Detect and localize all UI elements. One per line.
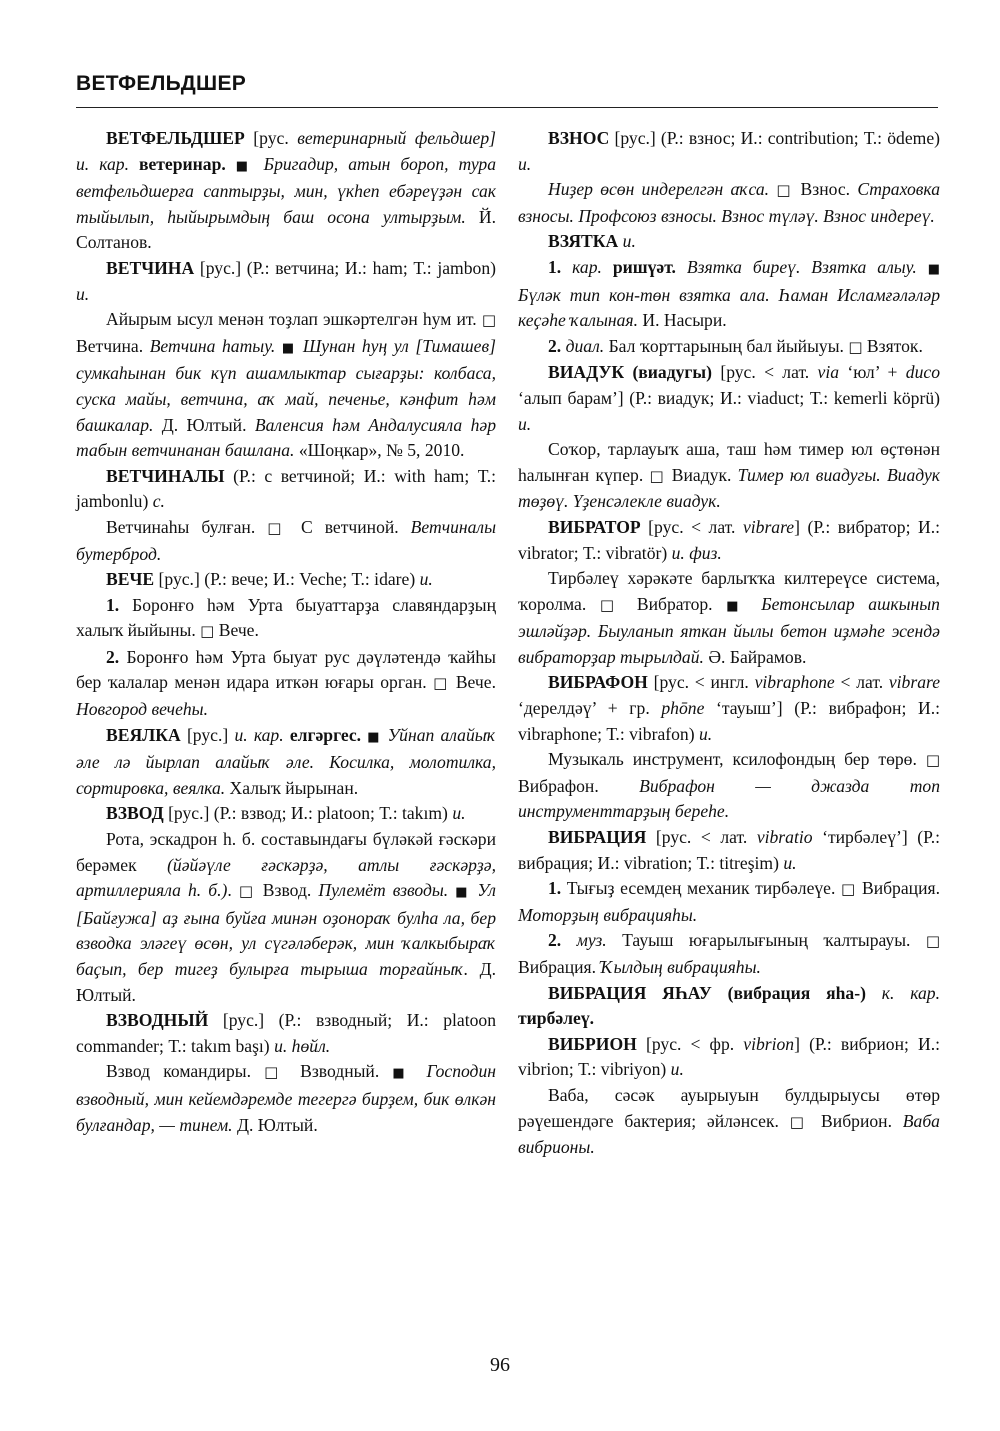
headword: ВЕТФЕЛЬДШЕР — [106, 128, 245, 148]
left-column — [76, 126, 496, 1138]
headword: ВЗЯТКА — [548, 231, 619, 252]
entry-veche: ВЕЧЕ [рус.] (Р.: вече; И.: Veche; Т.: idare) и. 1. Боронғо һәм Урта быуаттарҙа славяндарҙың халыҡ йыйыны. □ Вече. 2. Боронғо һәм Урта быуат рус дәүләтендә ҡайһы бер ҡалалар менән идара иткән юғары орган. □ Вече. Новгород вечеһы. — [76, 569, 496, 720]
headword: ВЕЧЕ — [106, 569, 155, 590]
square-icon: □ — [840, 880, 857, 899]
square-icon: □ — [848, 337, 863, 356]
entry-viaduk: ВИАДУК (виадугы) [рус. < лат. via ‘юл’ + duco ‘алып барам’] (Р.: виадук; И.: viaduct; Т.: kemerli köprü) и. Соҡор, тарлауыҡ аша, таш һәм тимер юл өҫтөнән һалынған күпер. □ Виадук. Тимер юл виадугы. Виадук төҙөү. Үҙенсәлекле виадук. — [518, 362, 940, 512]
black-square-icon: ■ — [455, 885, 471, 901]
entry-vibrafon: ВИБРАФОН [рус. < ингл. vibraphone < лат. vibrare ‘дерелдәү’ + гр. phōne ‘тауыш’] (Р.: вибрафон; И.: vibraphone; Т.: vibrafon) и. Музыкаль инструмент, ксилофондың бер төрө. □ Вибрафон. Вибрафон — джазда топ инструменттарҙың береһе. — [518, 672, 940, 822]
header-rule — [76, 107, 938, 108]
headword: ВИБРАЦИЯ — [548, 827, 647, 848]
entry-vzvodny: ВЗВОДНЫЙ [рус.] (Р.: взводный; И.: platoon commander; Т.: takım başı) и. һөйл. Взвод командиры. □ Взводный. ■ Господин взводный, мин кейемдәремде тегергә бирҙем, бик өлкән булғандар, — тинем. Д. Юлтый. — [76, 1010, 496, 1135]
black-square-icon: ■ — [927, 261, 940, 277]
headword: ВЗНОС — [548, 128, 610, 148]
square-icon: □ — [433, 674, 450, 693]
entry-vzvod: ВЗВОД [рус.] (Р.: взвод; И.: platoon; Т.: takım) и. Рота, эскадрон һ. б. составындағы бүләкәй ғәскәри берәмек (йәйәүле ғәскәрҙә, атлы ғәскәрҙә, артиллерияла һ. б.). □ Взвод. Пулемёт взводы. ■ Ул [Байғужа] аҙ ғына буйға минән оҙонораҡ булһа ла, бер взводка эләгеү өсөн, ул сүгәләберәк, мин ҡалкыбыраҡ баҫып, бер тигеҙ булырға тырыша торғайныҡ. Д. Юлтый. — [76, 803, 496, 1005]
headword: ВЗВОДНЫЙ — [106, 1010, 209, 1031]
headword: ВИБРАЦИЯ ЯҺАУ — [548, 982, 712, 1003]
entry-vibrator: ВИБРАТОР [рус. < лат. vibrare] (Р.: вибратор; И.: vibrator; Т.: vibratör) и. физ. Тирбәлеү хәрәкәте барлыҡҡа килтереүсе система, ҡоролма. □ Вибратор. ■ Бетонсылар ашкынып эшләйҙәр. Быуланып яткан йылы бетон иҙмәһе эсендә вибраторҙар тырылдай. Ә. Байрамов. — [518, 516, 940, 667]
square-icon: □ — [925, 751, 940, 770]
headword: ВЕТЧИНА — [106, 257, 195, 278]
black-square-icon: ■ — [367, 729, 382, 745]
entry-vibratsiya: ВИБРАЦИЯ [рус. < лат. vibratio ‘тирбәлеү’] (Р.: вибрация; И.: vibration; Т.: titreşim) и. 1. Тығыҙ есемдең механик тирбәлеүе. □ Вибрация. Моторҙың вибрацияһы. 2. муз. Тауыш юғарылығының ҡалтырауы. □ Вибрация. Ҡылдың вибрацияһы. — [518, 827, 941, 977]
headword: ВИБРАТОР — [548, 516, 641, 537]
entry-vzyatka: ВЗЯТКА и. 1. кар. ришүәт. Взятка биреү. Взятка алыу. ■ Бүләк тип кон-төн взятка ала. Һаман Исламғәләләр кеҫәһе ҡалыная. И. Насыри. 2. диал. Бал ҡорттарының бал йыйыуы. □ Взяток. — [518, 231, 940, 356]
headword: ВИБРИОН — [548, 1033, 637, 1054]
headword: ВИАДУК — [548, 362, 625, 383]
square-icon: □ — [267, 518, 289, 537]
headword: ВЗВОД — [106, 803, 164, 824]
entry-vibrion: ВИБРИОН [рус. < фр. vibrion] (Р.: вибрион; И.: vibrion; Т.: vibriyon) и. Ваба, сәсәк ауырыуын булдырыусы өтөр рәүешендәге бактерия; әйләнсек. □ Вибрион. Ваба вибрионы. — [518, 1033, 940, 1158]
square-icon: □ — [264, 1063, 287, 1082]
page-number: 96 — [490, 1354, 510, 1376]
black-square-icon: ■ — [281, 340, 297, 356]
square-icon: □ — [776, 181, 794, 200]
headword: ВЕТЧИНАЛЫ — [106, 465, 225, 486]
black-square-icon: ■ — [392, 1066, 414, 1082]
entry-vetfeldsher: ВЕТФЕЛЬДШЕР [рус. ветеринарный фельдшер] и. кар. ветеринар. ■ Бригадир, атын бороп, тура ветфельдшерға саптырҙы, мин, үкһеп ебәреүҙән сак тыйылып, һыйырымдың баш осона ултырҙым. Й. Солтанов. — [76, 128, 496, 253]
entry-vznos: ВЗНОС [рус.] (Р.: взнос; И.: contribution; Т.: ödeme) и. Ниҙер өсөн индерелгән аҡса. □ Взнос. Страховка взносы. Профсоюз взносы. Взнос түләү. Взнос индереү. — [518, 128, 940, 226]
black-square-icon: ■ — [235, 158, 254, 174]
square-icon: □ — [925, 932, 941, 951]
entry-vibratsiya-yahau: ВИБРАЦИЯ ЯҺАУ (вибрация яһа-) к. кар. тирбәлеү. — [518, 982, 940, 1029]
headword: ВЕЯЛКА — [106, 724, 181, 745]
square-icon: □ — [481, 311, 496, 330]
square-icon: □ — [200, 622, 215, 641]
running-head: ВЕТФЕЛЬДШЕР — [76, 72, 247, 95]
headword: ВИБРАФОН — [548, 672, 648, 693]
square-icon: □ — [599, 595, 624, 614]
entry-vetchina: ВЕТЧИНА [рус.] (Р.: ветчина; И.: ham; Т.: jambon) и. Айырым ысул менән тоҙлап эшкәртелгән һум ит. □ Ветчина. Ветчина һатыу. ■ Шунан һуң ул [Тимашев] сумкаһынан бик күп ашамлыктар сығарҙы: колбаса, суска майы, ветчина, аҡ май, печенье, кәнфит һәм башкалар. Д. Юлтый. Валенсия һәм Андалусияла һәр табын ветчинанан башлана. «Шоңкар», № 5, 2010. — [76, 257, 496, 461]
entry-vetchinaly: ВЕТЧИНАЛЫ (Р.: с ветчиной; И.: with ham; Т.: jambonlu) с. Ветчинаһы булған. □ С ветчиной. Ветчиналы бутерброд. — [76, 465, 497, 564]
entry-veyalka: ВЕЯЛКА [рус.] и. кар. елгәргес. ■ Уйнап алайыҡ әле лә йырлап алайыҡ әле. Косилка, молотилка, сортировка, веялка. Халыҡ йырынан. — [76, 724, 496, 798]
right-column — [518, 126, 940, 1161]
square-icon: □ — [789, 1112, 811, 1131]
square-icon: □ — [238, 882, 256, 901]
square-icon: □ — [649, 466, 666, 485]
black-square-icon: ■ — [726, 598, 748, 614]
